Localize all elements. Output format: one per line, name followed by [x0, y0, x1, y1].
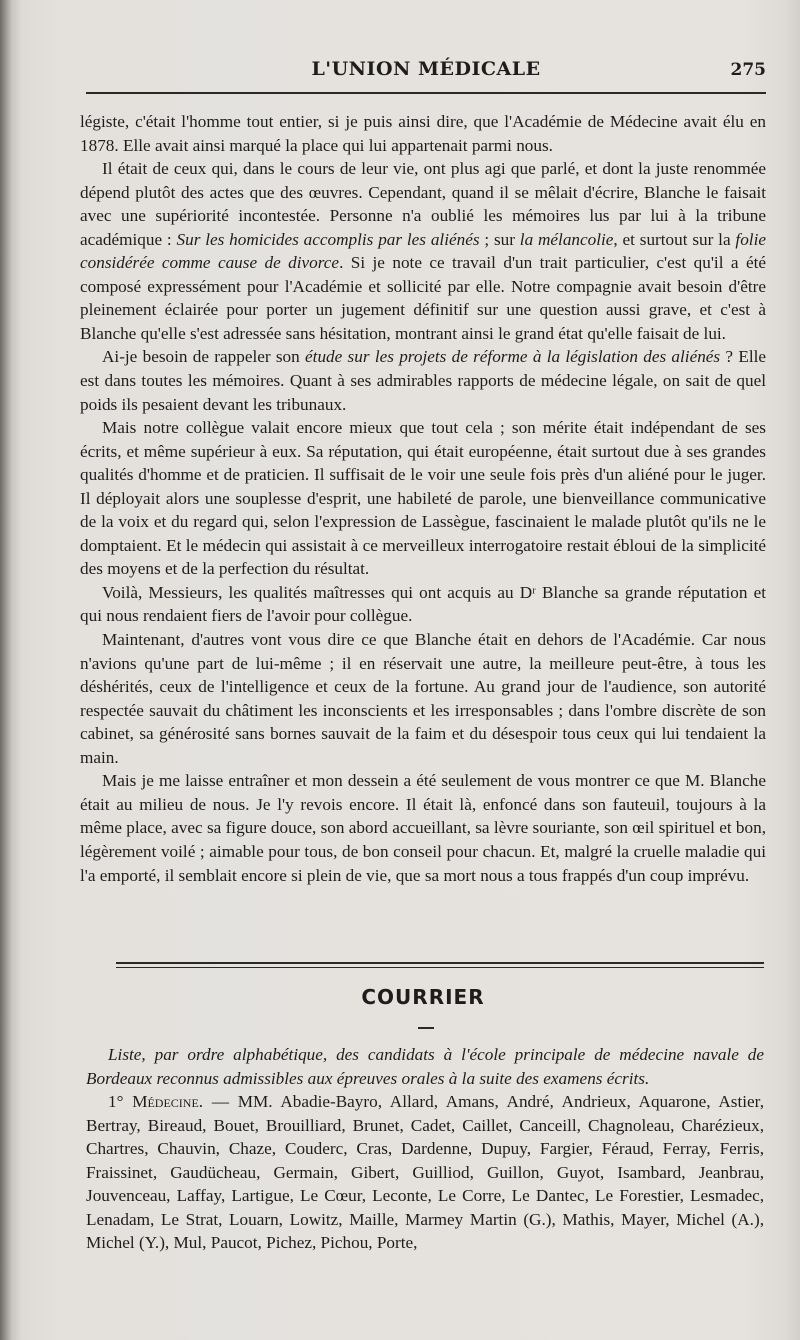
- paragraph: [80, 110, 766, 157]
- text-run: Mais je me laisse entraîner et mon dessein a été seulement de vous montrer ce que M. Blanche était au milieu de nous. Je l'y revois encore. Il était là, enfoncé dans son fauteuil, toujours à la même place, avec sa figure douce, son abord accueillant, sa lèvre souriante, son œil spirituel et bon, légèrement voilé ; aimable pour tous, de bon conseil pour chacun. Et, malgré la cruelle maladie qui l'a emporté, il semblait encore si plein de vie, que sa mort nous a tous frappés d'un coup imprévu.: [80, 771, 766, 885]
- journal-title: L'UNION MÉDICALE: [311, 58, 541, 80]
- list-names: — MM. Abadie-Bayro, Allard, Amans, André, Andrieux, Aquarone, Astier, Bertray, Bireaud, Bouet, Brouilliard, Brunet, Cadet, Caillet, Canceill, Chagnoleau, Charézieux, Chartres, Chauvin, Chaze, Couderc, Cras, Dardenne, Dupuy, Fargier, Féraud, Ferray, Ferris, Fraissinet, Gaudücheau, Germain, Gibert, Guilliod, Guillon, Guyot, Isambard, Jeanbrau, Jouvenceau, Laffay, Lartigue, Le Cœur, Leconte, Le Corre, Le Dantec, Le Forestier, Lesmadec, Lenadam, Le Strat, Louarn, Lowitz, Maille, Marmey Martin (G.), Mathis, Mayer, Michel (A.), Michel (Y.), Mul, Paucot, Pichez, Pichou, Porte,: [86, 1092, 764, 1253]
- paragraph: [80, 581, 766, 628]
- text-run: légiste, c'était l'homme tout entier, si je puis ainsi dire, que l'Académie de Médecine avait élu en 1878. Elle avait ainsi marqué la place qui lui appartenait parmi nous.: [80, 112, 766, 155]
- section-title: COURRIER: [361, 985, 485, 1009]
- text-run: Maintenant, d'autres vont vous dire ce que Blanche était en dehors de l'Académie. Car nous n'avions qu'une part de lui-même ; il en réservait une autre, la meilleure peut-être, à tous les déshérités, ceux de l'intelligence et ceux de la fortune. Au grand jour de l'audience, son autorité respectée sauvait du châtiment les inconscients et les irresponsables ; dans l'ombre discrète de son cabinet, sa générosité sans bornes sauvait de la faim et du désespoir tous ceux qui lui tendaient la main.: [80, 630, 766, 767]
- text-run: ? Elle est dans toutes les mémoires. Quant à ses admirables rapports de médecine légale, on sait de quel poids ils pesaient devant les tribunaux.: [80, 347, 766, 414]
- courrier-section: [86, 1043, 764, 1255]
- text-run: , et surtout sur la: [613, 229, 736, 249]
- text-run: ; sur: [479, 229, 520, 249]
- header-rule: [86, 92, 766, 94]
- running-header: [86, 54, 766, 84]
- page-number: 275: [730, 60, 766, 80]
- candidates-intro: Liste, par ordre alphabétique, des candidats à l'école principale de médecine navale de Bordeaux reconnus admissibles aux épreuves orales à la suite des examens écrits.: [86, 1045, 764, 1088]
- paragraph: [80, 157, 766, 345]
- text-run: Voilà, Messieurs, les qualités maîtresses qui ont acquis au Dʳ Blanche sa grande réputation et qui nous rendaient fiers de l'avoir pour collègue.: [80, 582, 766, 626]
- paragraph: [80, 345, 766, 416]
- list-label: 1° Médecine.: [108, 1092, 204, 1112]
- italic-title: la mélancolie: [519, 229, 614, 249]
- italic-title: Sur les homicides accomplis par les aliénés: [176, 229, 480, 249]
- text-run: Ai-je besoin de rappeler son: [102, 347, 306, 367]
- section-divider: [116, 962, 764, 968]
- paragraph: [80, 769, 766, 887]
- candidates-list: [86, 1090, 764, 1255]
- text-run: Mais notre collègue valait encore mieux que tout cela ; son mérite était indépendant de ses écrits, et même supérieur à eux. Sa réputation, qui était européenne, était surtout due à ses grandes qualités d'homme et de praticien. Il suffisait de le voir une seule fois près d'un aliéné pour le juger. Il déployait alors une souplesse d'esprit, une habileté de parole, une bienveillance communicative de la voix et du regard qui, selon l'expression de Lassègue, fascinaient le malade plutôt qu'ils ne le domptaient. Et le médecin qui assistait à ce merveilleux interrogatoire restait ébloui de la simplicité des moyens et de la perfection du résultat.: [80, 418, 766, 579]
- text-run: . Si je note ce travail d'un trait particulier, c'est qu'il a été composé expressément pour l'Académie et sollicité par elle. Notre compagnie avait besoin d'être pleinement éclairée pour porter un jugement définitif sur une question aussi grave, et c'est à Blanche qu'elle s'est adressée sans hésitation, montrant ainsi le grand état qu'elle faisait de lui.: [80, 253, 766, 343]
- paragraph: [80, 628, 766, 769]
- article-body: [80, 110, 766, 887]
- title-dash: [418, 1027, 434, 1029]
- text-run: Il était de ceux qui, dans le cours de leur vie, ont plus agi que parlé, et dont la juste renommée dépend plutôt des actes que des œuvres. Cependant, quand il se mêlait d'écrire, Blanche le faisait avec une supériorité incontestée. Personne n'a oublié les mémoires lus par lui à la tribune académique :: [80, 159, 766, 249]
- italic-title: folie considérée comme cause de divorce: [80, 229, 766, 273]
- paragraph: [80, 416, 766, 581]
- italic-title: étude sur les projets de réforme à la législation des aliénés: [305, 347, 721, 367]
